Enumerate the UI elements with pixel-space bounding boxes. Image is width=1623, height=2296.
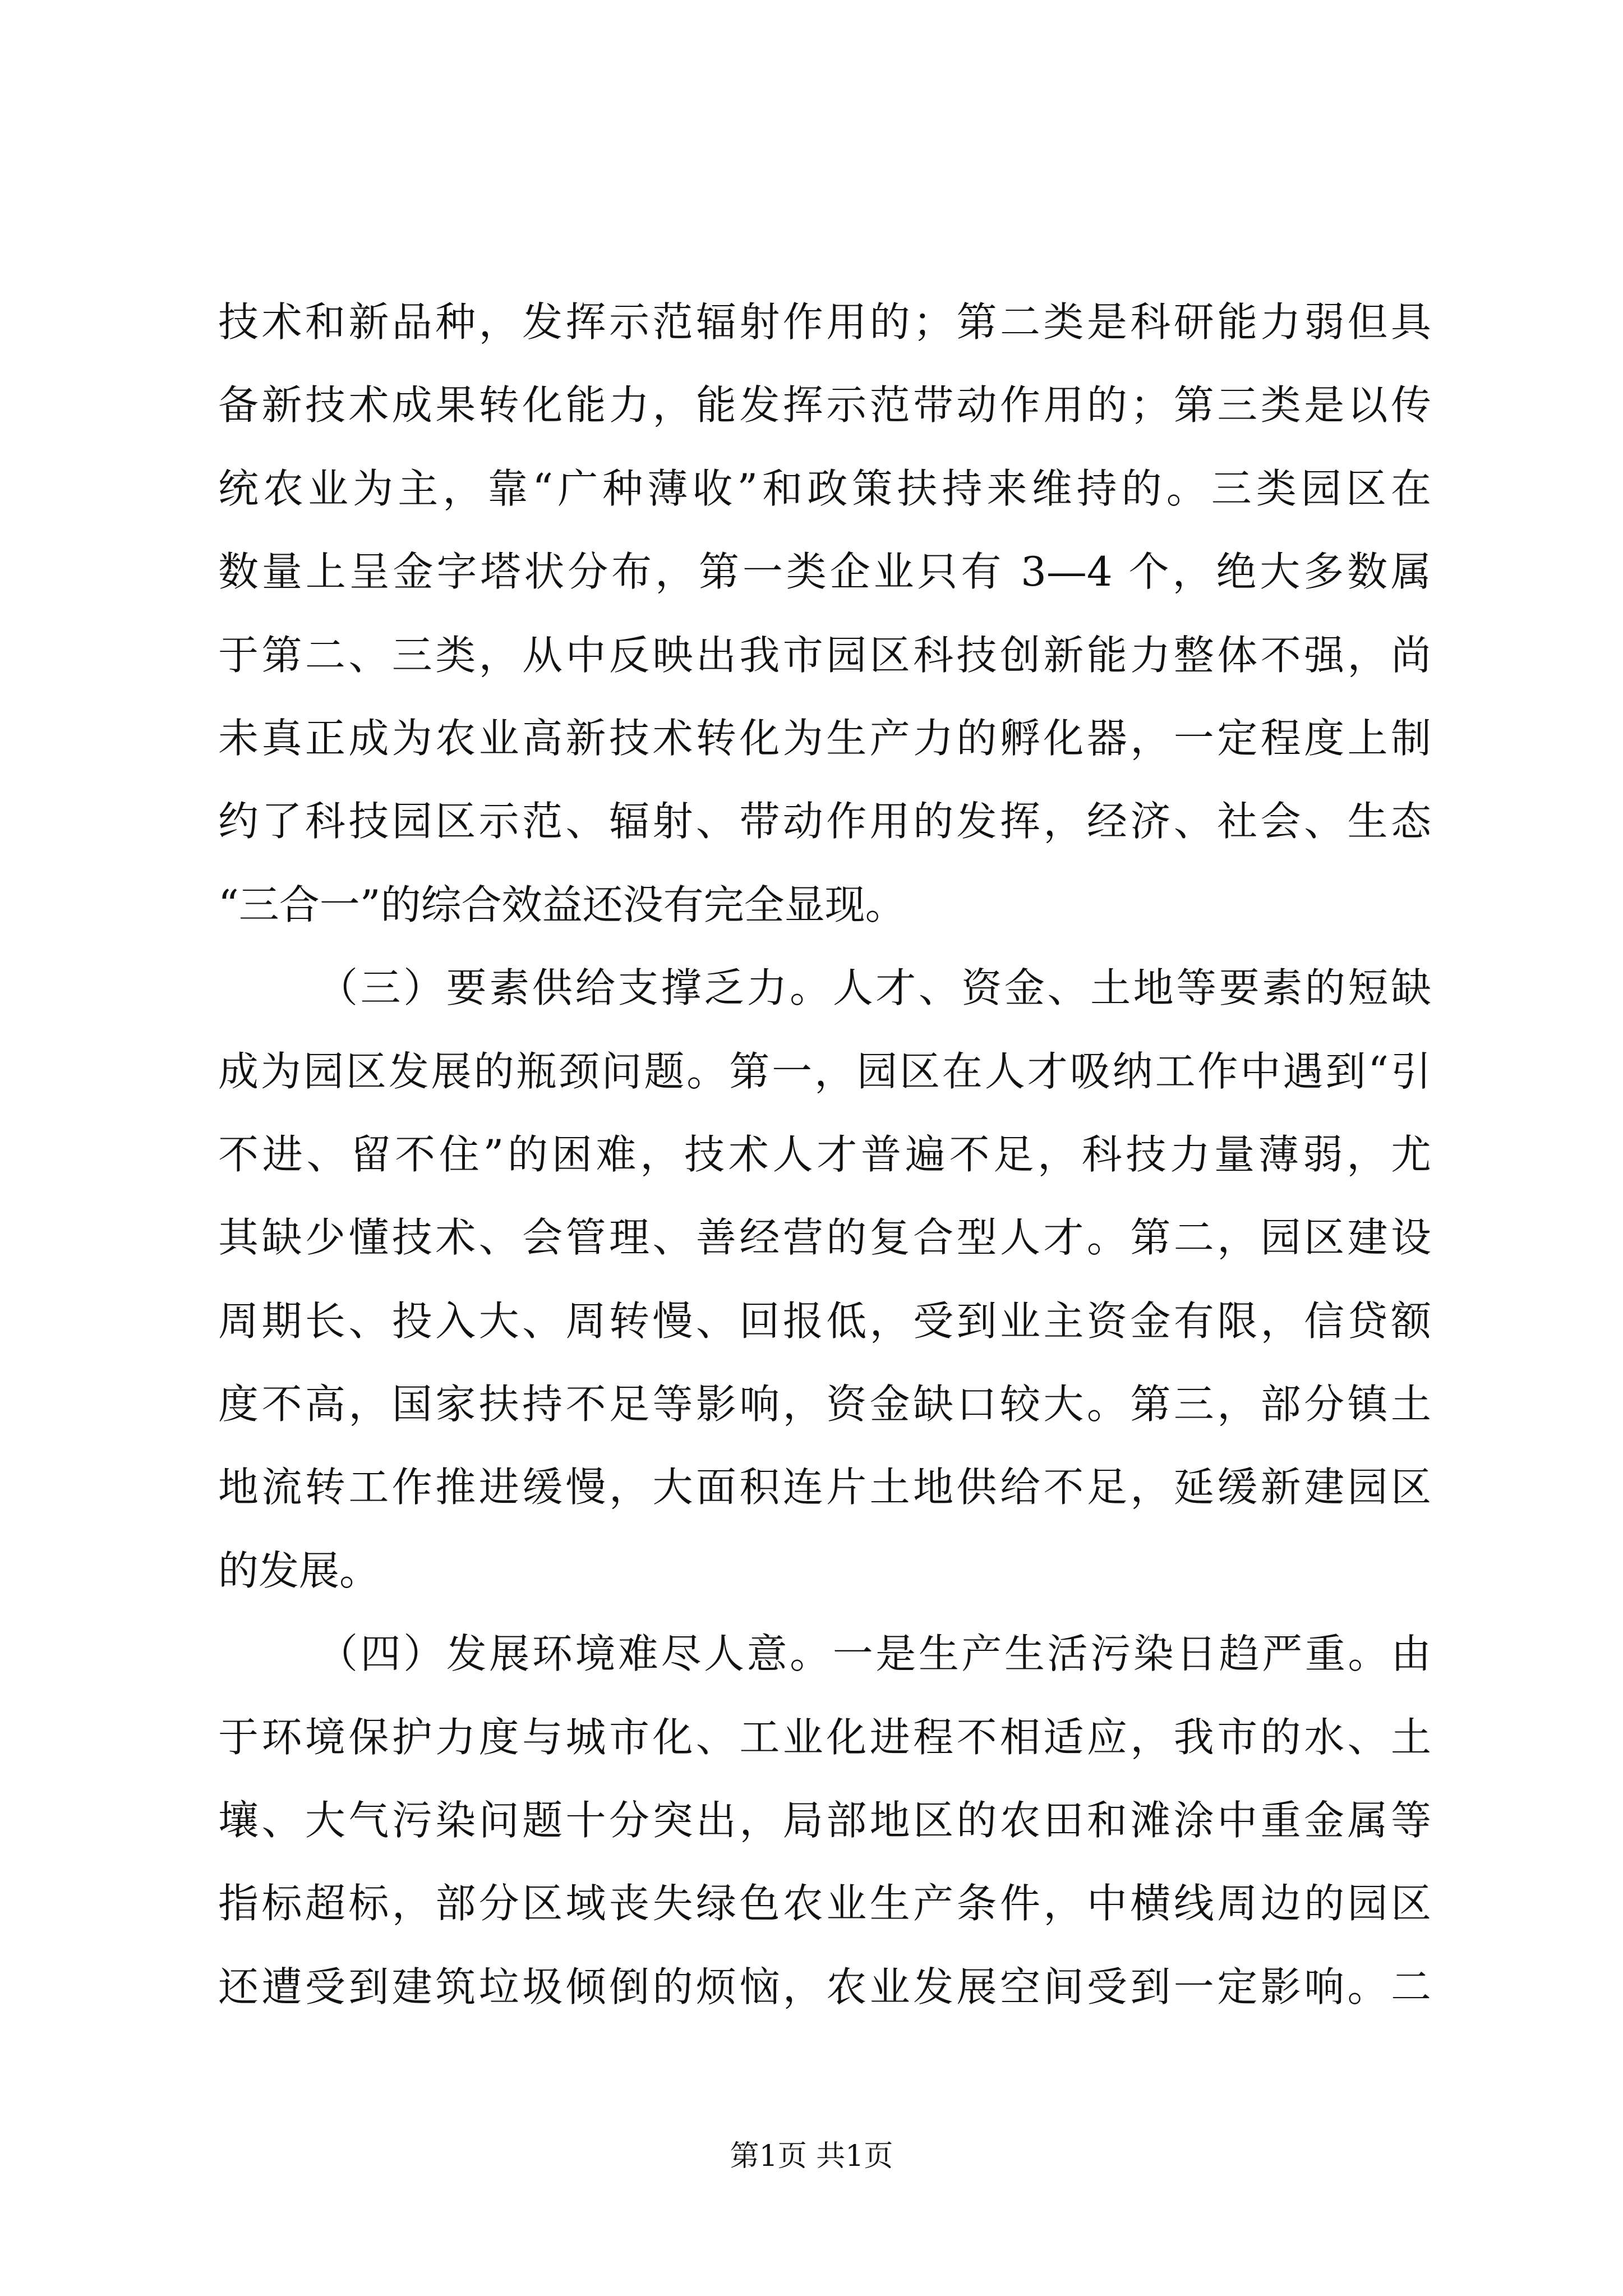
text-line: 还遭受到建筑垃圾倾倒的烦恼，农业发展空间受到一定影响。二 xyxy=(218,1963,1431,2010)
text-line: “三合一”的综合效益还没有完全显现。 xyxy=(218,881,906,928)
text-line: 于环境保护力度与城市化、工业化进程不相适应，我市的水、土 xyxy=(218,1713,1431,1761)
text-line: 指标超标，部分区域丧失绿色农业生产条件，中横线周边的园区 xyxy=(218,1880,1431,1927)
text-line: 于第二、三类，从中反映出我市园区科技创新能力整体不强，尚 xyxy=(218,631,1431,679)
body-text xyxy=(218,280,1431,2028)
text-line: 其缺少懂技术、会管理、善经营的复合型人才。第二，园区建设 xyxy=(218,1214,1431,1262)
text-line: 的发展。 xyxy=(218,1547,380,1594)
paragraph-3 xyxy=(218,1612,1431,2028)
text-line: 备新技术成果转化能力，能发挥示范带动作用的；第三类是以传 xyxy=(218,381,1431,429)
text-line: （三）要素供给支撑乏力。人才、资金、土地等要素的短缺 xyxy=(317,964,1431,1012)
text-line: 不进、留不住”的困难，技术人才普遍不足，科技力量薄弱，尤 xyxy=(218,1130,1431,1178)
text-line: 统农业为主，靠“广种薄收”和政策扶持来维持的。三类园区在 xyxy=(218,464,1431,512)
text-line: 成为园区发展的瓶颈问题。第一，园区在人才吸纳工作中遇到“引 xyxy=(218,1047,1431,1095)
text-line: 地流转工作推进缓慢，大面积连片土地供给不足，延缓新建园区 xyxy=(218,1464,1431,1511)
paragraph-1 xyxy=(218,280,1431,946)
text-line: 周期长、投入大、周转慢、回报低，受到业主资金有限，信贷额 xyxy=(218,1297,1431,1345)
text-line: 约了科技园区示范、辐射、带动作用的发挥，经济、社会、生态 xyxy=(218,798,1431,845)
text-line: （四）发展环境难尽人意。一是生产生活污染日趋严重。由 xyxy=(317,1630,1431,1678)
text-line: 度不高，国家扶持不足等影响，资金缺口较大。第三，部分镇土 xyxy=(218,1381,1431,1428)
text-line: 壤、大气污染问题十分突出，局部地区的农田和滩涂中重金属等 xyxy=(218,1797,1431,1844)
paragraph-2 xyxy=(218,946,1431,1612)
text-line: 数量上呈金字塔状分布，第一类企业只有 3—4 个，绝大多数属 xyxy=(218,548,1431,596)
text-line: 未真正成为农业高新技术转化为生产力的孵化器，一定程度上制 xyxy=(218,714,1431,762)
text-line: 技术和新品种，发挥示范辐射作用的；第二类是科研能力弱但具 xyxy=(218,298,1431,346)
page-footer: 第1页 共1页 xyxy=(730,2139,893,2173)
